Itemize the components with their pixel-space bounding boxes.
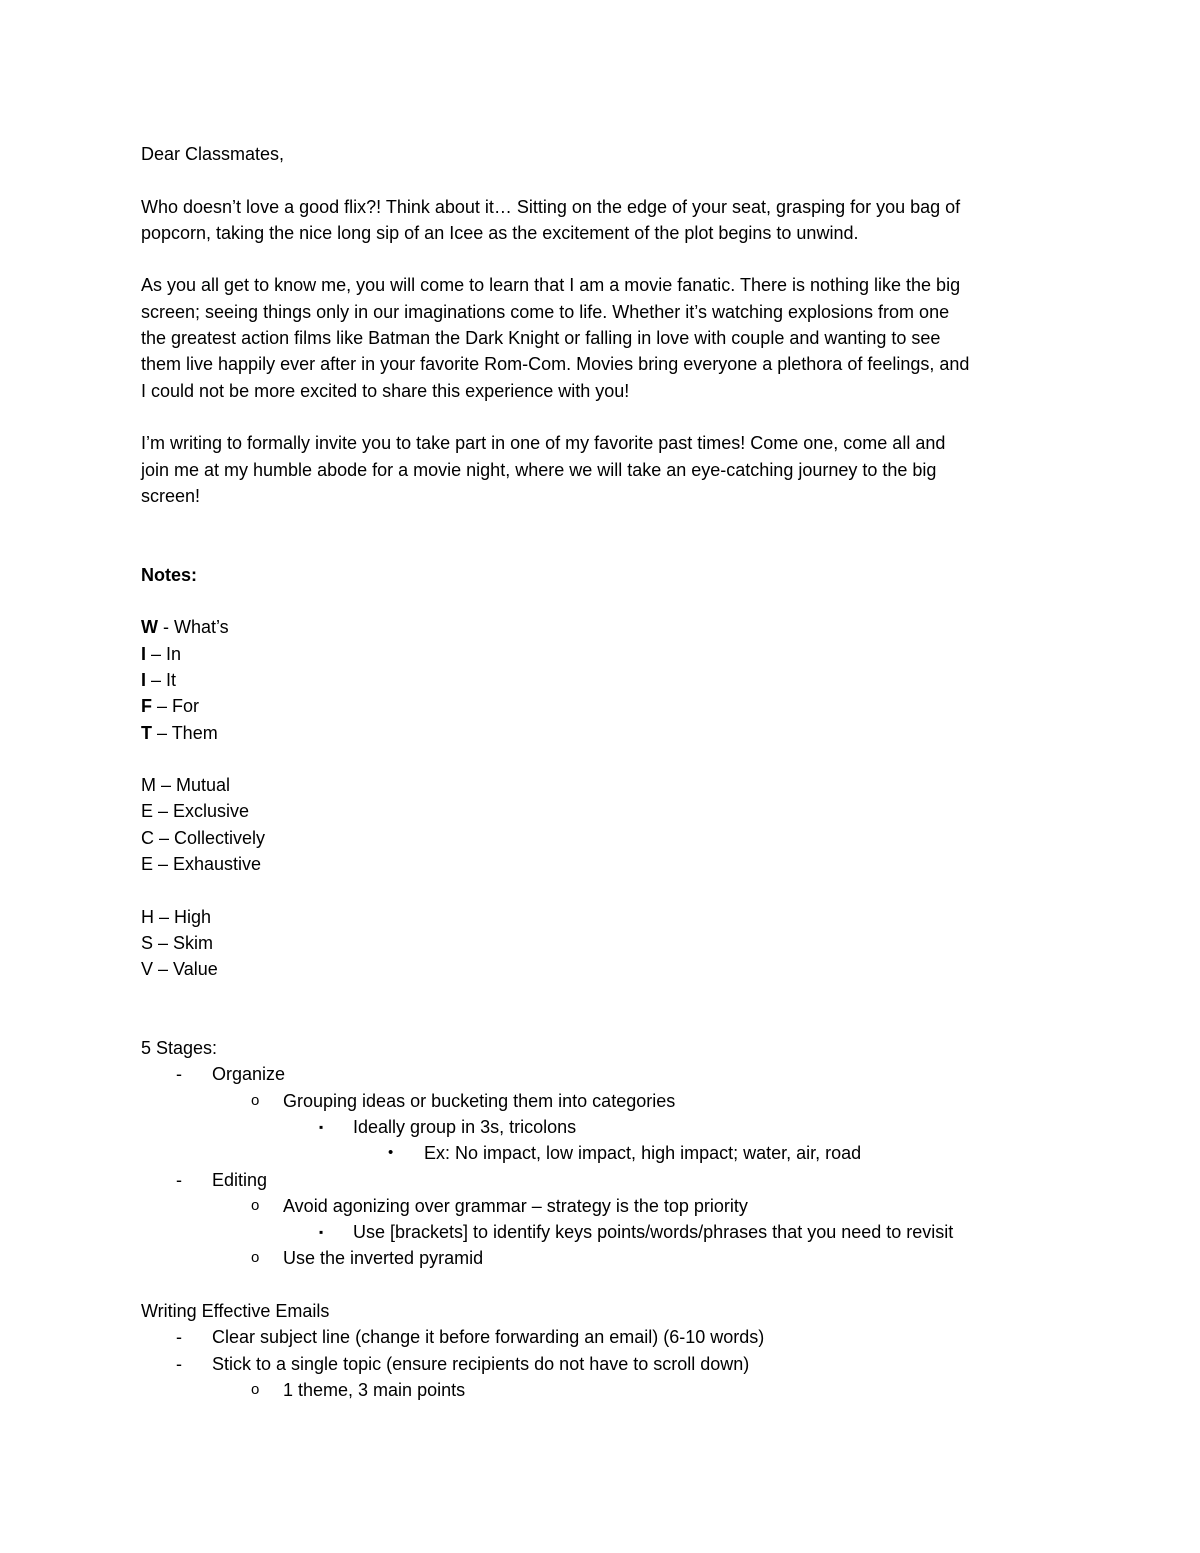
document-page: [141, 141, 1061, 1403]
paragraph-line: Who doesn’t love a good flix?! Think about it… Sitting on the edge of your seat, grasping for you bag of: [141, 196, 961, 217]
square-bullet-icon: ▪: [319, 1119, 324, 1134]
outline-item: [141, 1088, 1061, 1114]
acronym-separator: –: [146, 643, 167, 664]
outline-item-text: Ex: No impact, low impact, high impact; water, air, road: [424, 1143, 862, 1164]
outline-item-text: 1 theme, 3 main points: [283, 1379, 466, 1400]
outline-item: [141, 1140, 1061, 1166]
acronym-letter: I: [141, 643, 147, 664]
wiift-item: [141, 614, 1061, 640]
mece-item: E – Exhaustive: [141, 854, 262, 875]
outline-item: [141, 1167, 1061, 1193]
wiift-item: [141, 641, 1061, 667]
stages-heading: 5 Stages:: [141, 1038, 218, 1059]
outline-item-text: Clear subject line (change it before forwarding an email) (6-10 words): [212, 1327, 765, 1348]
mece-list: [141, 772, 1061, 877]
dash-bullet-icon: -: [176, 1327, 182, 1348]
acronym-word: It: [166, 669, 177, 690]
notes-heading: Notes:: [141, 564, 198, 585]
paragraph-line: screen!: [141, 485, 201, 506]
acronym-letter: T: [141, 722, 152, 743]
outline-item: [141, 1061, 1061, 1087]
acronym-word: In: [166, 643, 182, 664]
mece-item: E – Exclusive: [141, 801, 250, 822]
outline-item-text: Ideally group in 3s, tricolons: [353, 1116, 577, 1137]
circle-bullet-icon: o: [251, 1091, 260, 1109]
acronym-separator: –: [152, 696, 173, 717]
wiift-item: [141, 720, 1061, 746]
letter-paragraph-2: [141, 272, 1061, 403]
outline-item-text: Stick to a single topic (ensure recipients do not have to scroll down): [212, 1353, 750, 1374]
acronym-separator: –: [146, 669, 167, 690]
paragraph-line: the greatest action films like Batman the Dark Knight or falling in love with couple and wanting to see: [141, 328, 941, 349]
hsv-item: H – High: [141, 906, 212, 927]
paragraph-line: screen; seeing things only in our imaginations come to life. Whether it’s watching explosions from one: [141, 301, 950, 322]
circle-bullet-icon: o: [251, 1196, 260, 1214]
outline-item: [141, 1193, 1061, 1219]
wiift-item: [141, 667, 1061, 693]
wiift-list: [141, 614, 1061, 745]
paragraph-line: I’m writing to formally invite you to take part in one of my favorite past times! Come one, come all and: [141, 433, 946, 454]
letter-paragraph-3: [141, 430, 1061, 509]
acronym-word: For: [172, 696, 200, 717]
paragraph-line: As you all get to know me, you will come to learn that I am a movie fanatic. There is nothing like the big: [141, 275, 961, 296]
outline-item: [141, 1245, 1061, 1271]
outline-item-text: Use the inverted pyramid: [283, 1248, 484, 1269]
outline-item: [141, 1114, 1061, 1140]
mece-item: C – Collectively: [141, 827, 266, 848]
dash-bullet-icon: -: [176, 1169, 182, 1190]
outline-item-text: Grouping ideas or bucketing them into categories: [283, 1090, 676, 1111]
acronym-letter: W: [141, 617, 158, 638]
hsv-item: S – Skim: [141, 932, 214, 953]
dot-bullet-icon: •: [388, 1144, 394, 1162]
outline-item: [141, 1351, 1061, 1377]
paragraph-line: join me at my humble abode for a movie night, where we will take an eye-catching journey to the big: [141, 459, 937, 480]
paragraph-line: them live happily ever after in your favorite Rom-Com. Movies bring everyone a plethora of feelings, and: [141, 354, 970, 375]
wiift-item: [141, 693, 1061, 719]
acronym-separator: –: [152, 722, 172, 743]
acronym-word: Them: [171, 722, 218, 743]
acronym-letter: F: [141, 696, 152, 717]
letter-paragraph-1: [141, 194, 1061, 247]
letter-salutation: Dear Classmates,: [141, 144, 285, 164]
dash-bullet-icon: -: [176, 1064, 182, 1085]
stages-list: [141, 1061, 1061, 1271]
outline-item-text: Use [brackets] to identify keys points/words/phrases that you need to revisit: [353, 1222, 954, 1243]
square-bullet-icon: ▪: [319, 1225, 324, 1240]
outline-item: [141, 1324, 1061, 1350]
dash-bullet-icon: -: [176, 1353, 182, 1374]
emails-heading: Writing Effective Emails: [141, 1301, 330, 1322]
paragraph-line: popcorn, taking the nice long sip of an Icee as the excitement of the plot begins to unwind.: [141, 222, 859, 243]
paragraph-line: I could not be more excited to share this experience with you!: [141, 380, 630, 401]
circle-bullet-icon: o: [251, 1380, 260, 1398]
mece-item: M – Mutual: [141, 775, 231, 796]
acronym-letter: I: [141, 669, 147, 690]
outline-item-text: Editing: [212, 1169, 268, 1190]
acronym-separator: -: [158, 617, 174, 638]
hsv-item: V – Value: [141, 959, 218, 980]
outline-item: [141, 1219, 1061, 1245]
outline-item-text: Avoid agonizing over grammar – strategy is the top priority: [283, 1195, 748, 1216]
outline-item-text: Organize: [212, 1064, 286, 1085]
emails-list: [141, 1324, 1061, 1403]
hsv-list: [141, 904, 1061, 983]
acronym-word: What’s: [174, 617, 229, 638]
outline-item: [141, 1377, 1061, 1403]
circle-bullet-icon: o: [251, 1249, 260, 1267]
